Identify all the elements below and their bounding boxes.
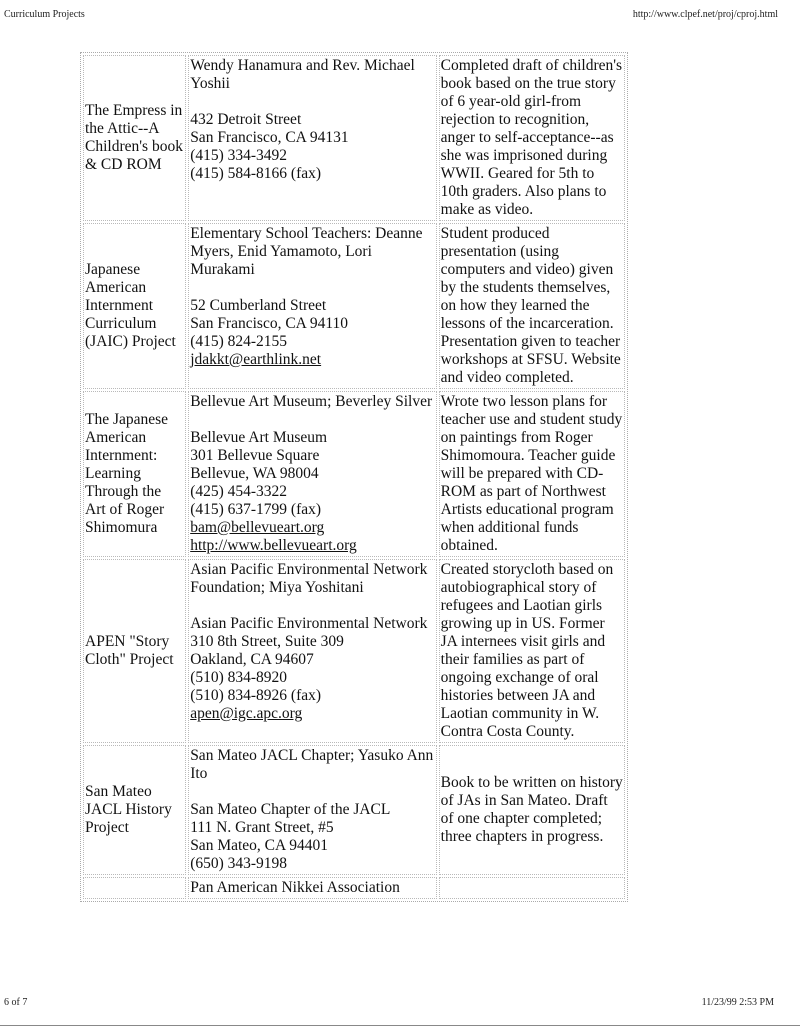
table-row <box>83 55 625 221</box>
contact-line: (415) 824-2155 <box>190 333 288 350</box>
contact-link[interactable]: jdakkt@earthlink.net <box>190 351 322 368</box>
footer-divider <box>0 1025 800 1026</box>
description-cell: Book to be written on history of JAs in San Mateo. Draft of one chapter completed; three chapters in progress. <box>439 745 625 875</box>
contact-cell <box>188 55 436 221</box>
contact-link[interactable]: apen@igc.apc.org <box>190 705 303 722</box>
table-row <box>83 745 625 875</box>
table-row <box>83 223 625 389</box>
contact-spacer <box>190 93 434 111</box>
contact-cell <box>188 877 436 899</box>
print-footer-page: 6 of 7 <box>4 997 28 1008</box>
description-cell: Created storycloth based on autobiographical story of refugees and Laotian girls growing up in US. Former JA internees visit girls and their families as part of ongoing exchange of oral histories between JA and Laotian community in W. Contra Costa County. <box>439 559 625 743</box>
contact-line: Wendy Hanamura and Rev. Michael Yoshii <box>190 57 415 92</box>
table-row <box>83 559 625 743</box>
project-name-cell: The Japanese American Internment: Learning Through the Art of Roger Shimomura <box>83 391 186 557</box>
contact-line: Bellevue Art Museum; Beverley Silver <box>190 393 433 410</box>
contact-line: (415) 637-1799 (fax) <box>190 501 322 518</box>
contact-line: 432 Detroit Street <box>190 111 302 128</box>
contact-line: San Mateo JACL Chapter; Yasuko Ann Ito <box>190 747 434 782</box>
contact-spacer <box>190 411 434 429</box>
contact-line: 301 Bellevue Square <box>190 447 320 464</box>
contact-line: (415) 334-3492 <box>190 147 288 164</box>
table-row <box>83 877 625 899</box>
project-name-cell: The Empress in the Attic--A Children's book & CD ROM <box>83 55 186 221</box>
contact-spacer <box>190 597 434 615</box>
contact-cell <box>188 745 436 875</box>
contact-line: Bellevue Art Museum <box>190 429 328 446</box>
contact-line: Asian Pacific Environmental Network Foundation; Miya Yoshitani <box>190 561 428 596</box>
print-header-url: http://www.clpef.net/proj/cproj.html <box>632 9 778 20</box>
contact-line: (510) 834-8926 (fax) <box>190 687 322 704</box>
contact-line: 111 N. Grant Street, #5 <box>190 819 334 836</box>
contact-line: (425) 454-3322 <box>190 483 288 500</box>
project-name-cell <box>83 877 186 899</box>
contact-line: Asian Pacific Environmental Network <box>190 615 428 632</box>
contact-line: San Francisco, CA 94110 <box>190 315 349 332</box>
description-cell: Completed draft of children's book based on the true story of 6 year-old girl-from rejection to recognition, anger to self-acceptance--as she was imprisoned during WWII. Geared for 5th to 10th graders. Also plans to make as video. <box>439 55 625 221</box>
project-name-cell: APEN "Story Cloth" Project <box>83 559 186 743</box>
contact-link[interactable]: bam@bellevueart.org <box>190 519 325 536</box>
table-row <box>83 391 625 557</box>
contact-line: (510) 834-8920 <box>190 669 288 686</box>
description-cell: Student produced presentation (using computers and video) given by the students themselves, on how they learned the lessons of the incarceration. Presentation given to teacher workshops at SFSU. Website and video completed. <box>439 223 625 389</box>
contact-line: Oakland, CA 94607 <box>190 651 314 668</box>
contact-line: San Francisco, CA 94131 <box>190 129 349 146</box>
projects-table <box>80 52 628 902</box>
description-cell: Wrote two lesson plans for teacher use and student study on paintings from Roger Shimomoura. Teacher guide will be prepared with CD-ROM as part of Northwest Artists educational program when additional funds obtained. <box>439 391 625 557</box>
contact-spacer <box>190 783 434 801</box>
print-header-title: Curriculum Projects <box>4 9 85 20</box>
contact-line: San Mateo Chapter of the JACL <box>190 801 391 818</box>
contact-line: 52 Cumberland Street <box>190 297 327 314</box>
contact-line: Pan American Nikkei Association <box>190 879 400 896</box>
description-cell <box>439 877 625 899</box>
contact-line: (415) 584-8166 (fax) <box>190 165 322 182</box>
contact-line: Elementary School Teachers: Deanne Myers, Enid Yamamoto, Lori Murakami <box>190 225 423 278</box>
contact-cell <box>188 223 436 389</box>
contact-line: (650) 343-9198 <box>190 855 288 872</box>
project-name-cell: Japanese American Internment Curriculum (JAIC) Project <box>83 223 186 389</box>
contact-line: San Mateo, CA 94401 <box>190 837 328 854</box>
contact-link[interactable]: http://www.bellevueart.org <box>190 537 357 554</box>
print-footer-datetime: 11/23/99 2:53 PM <box>701 997 774 1008</box>
contact-line: 310 8th Street, Suite 309 <box>190 633 344 650</box>
projects-table-body <box>83 55 625 899</box>
contact-cell <box>188 391 436 557</box>
project-name-cell: San Mateo JACL History Project <box>83 745 186 875</box>
contact-line: Bellevue, WA 98004 <box>190 465 319 482</box>
contact-spacer <box>190 279 434 297</box>
contact-cell <box>188 559 436 743</box>
